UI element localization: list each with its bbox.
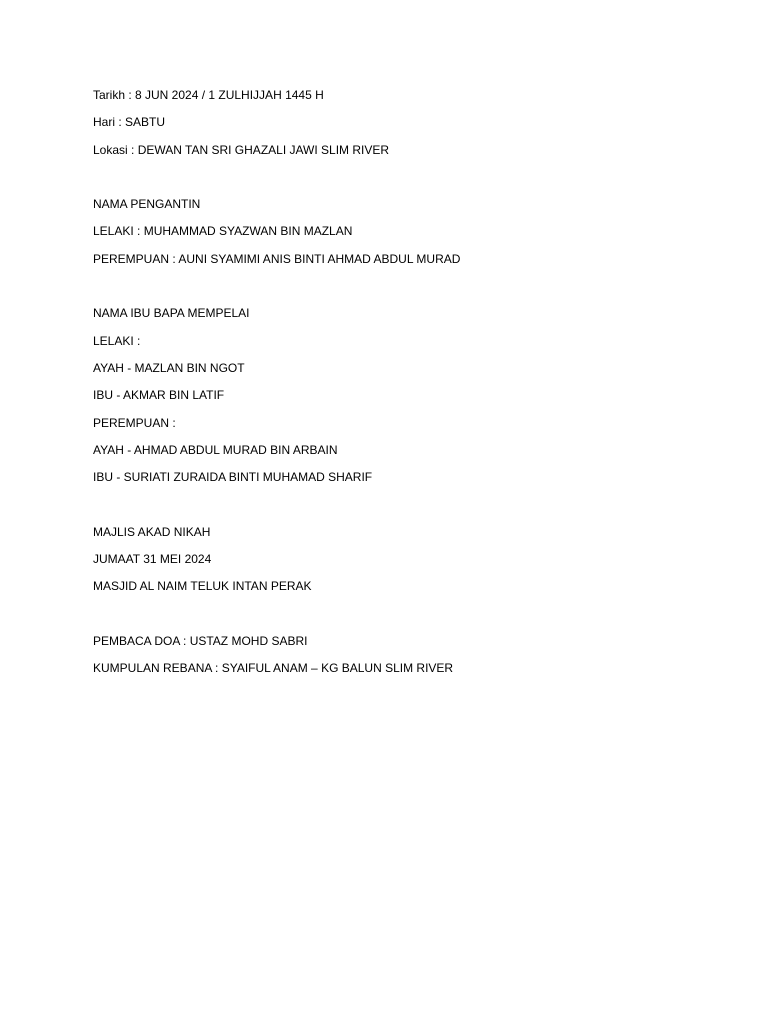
akad-nikah-heading: MAJLIS AKAD NIKAH [93, 524, 211, 539]
prayer-reader: PEMBACA DOA : USTAZ MOHD SABRI [93, 633, 308, 648]
groom-name: LELAKI : MUHAMMAD SYAZWAN BIN MAZLAN [93, 224, 353, 239]
akad-nikah-venue: MASJID AL NAIM TELUK INTAN PERAK [93, 579, 312, 594]
section-spacer [93, 495, 713, 522]
bride-name: PEREMPUAN : AUNI SYAMIMI ANIS BINTI AHMAD ABDUL MURAD [93, 251, 461, 266]
parents-heading: NAMA IBU BAPA MEMPELAI [93, 306, 250, 321]
bride-mother: IBU - SURIATI ZURAIDA BINTI MUHAMAD SHARIF [93, 470, 373, 485]
groom-father: AYAH - MAZLAN BIN NGOT [93, 360, 245, 375]
groom-mother: IBU - AKMAR BIN LATIF [93, 388, 225, 403]
event-day: Hari : SABTU [93, 115, 166, 130]
bride-father: AYAH - AHMAD ABDUL MURAD BIN ARBAIN [93, 442, 338, 457]
document-body [93, 86, 713, 687]
section-spacer [93, 168, 713, 195]
rebana-group: KUMPULAN REBANA : SYAIFUL ANAM – KG BALUN SLIM RIVER [93, 661, 454, 676]
akad-nikah-date: JUMAAT 31 MEI 2024 [93, 552, 212, 567]
event-location: Lokasi : DEWAN TAN SRI GHAZALI JAWI SLIM RIVER [93, 142, 390, 157]
event-date: Tarikh : 8 JUN 2024 / 1 ZULHIJJAH 1445 H [93, 88, 324, 102]
groom-parents-label: LELAKI : [93, 333, 141, 348]
section-spacer [93, 605, 713, 632]
bride-groom-heading: NAMA PENGANTIN [93, 197, 201, 212]
bride-parents-label: PEREMPUAN : [93, 415, 176, 430]
section-spacer [93, 277, 713, 304]
